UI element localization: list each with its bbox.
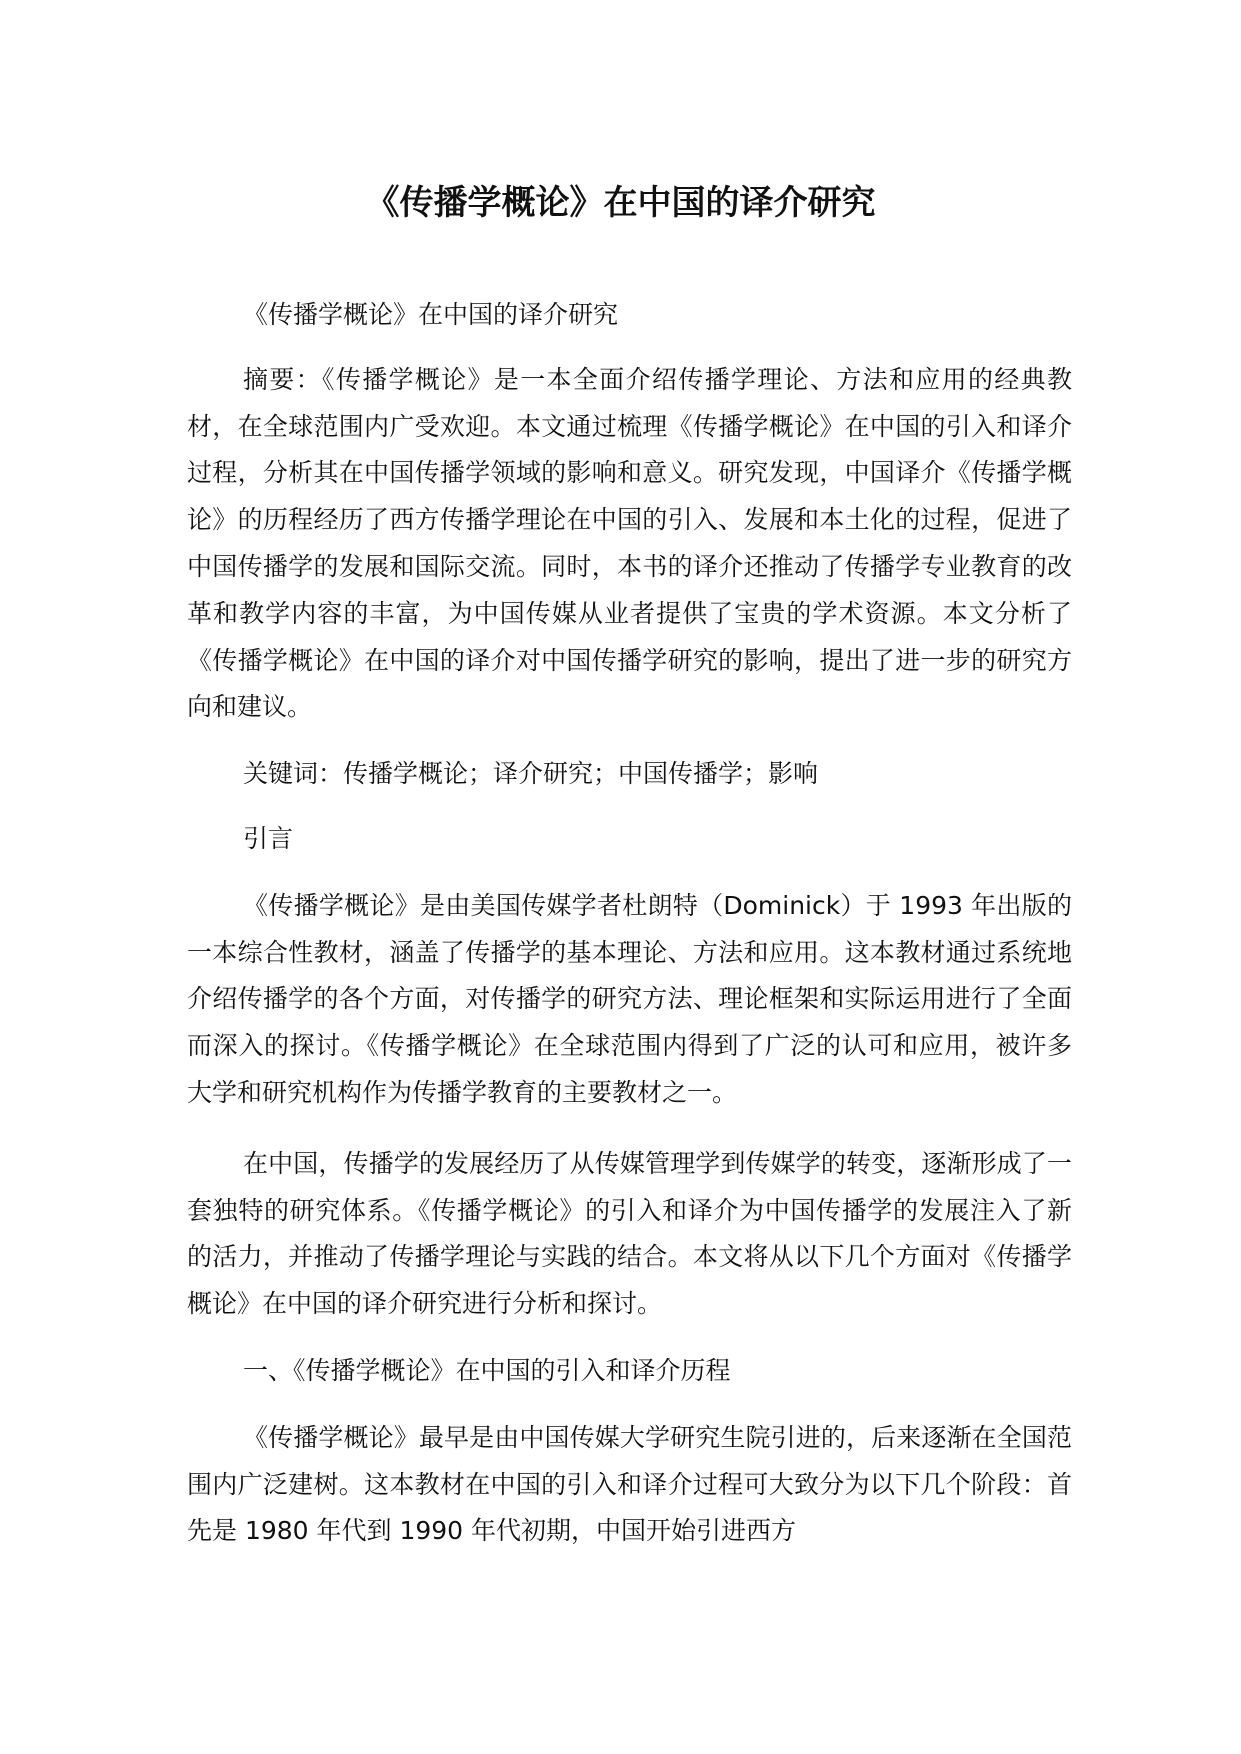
intro-paragraph-1: 《传播学概论》是由美国传媒学者杜朗特（Dominick）于 1993 年出版的一本综合性教材，涵盖了传播学的基本理论、方法和应用。这本教材通过系统地介绍传播学的各个方面，对传播学的研究方法、理论框架和实际运用进行了全面而深入的探讨。《传播学概论》在全球范围内得到了广泛的认可和应用，被许多大学和研究机构作为传播学教育的主要教材之一。 (187, 890, 1072, 1107)
subtitle-paragraph: 《传播学概论》在中国的译介研究 (243, 300, 619, 329)
abstract-paragraph: 摘要：《传播学概论》是一本全面介绍传播学理论、方法和应用的经典教材，在全球范围内广受欢迎。本文通过梳理《传播学概论》在中国的引入和译介过程，分析其在中国传播学领域的影响和意义。研究发现，中国译介《传播学概论》的历程经历了西方传播学理论在中国的引入、发展和本土化的过程，促进了中国传播学的发展和国际交流。同时，本书的译介还推动了传播学专业教育的改革和教学内容的丰富，为中国传媒从业者提供了宝贵的学术资源。本文分析了《传播学概论》在中国的译介对中国传播学研究的影响，提出了进一步的研究方向和建议。 (187, 364, 1072, 722)
intro-paragraph-2: 在中国，传播学的发展经历了从传媒管理学到传媒学的转变，逐渐形成了一套独特的研究体系。《传播学概论》的引入和译介为中国传播学的发展注入了新的活力，并推动了传播学理论与实践的结合。本文将从以下几个方面对《传播学概论》在中国的译介研究进行分析和探讨。 (187, 1148, 1072, 1319)
keywords-paragraph: 关键词：传播学概论；译介研究；中国传播学；影响 (243, 759, 819, 789)
section-1-paragraph-1: 《传播学概论》最早是由中国传媒大学研究生院引进的，后来逐渐在全国范围内广泛建树。这本教材在中国的引入和译介过程可大致分为以下几个阶段：首先是 1980 年代到 1990 年代初期，中国开始引进西方 (187, 1422, 1072, 1546)
document-body (187, 292, 1072, 1555)
intro-heading: 引言 (243, 823, 294, 853)
section-1-heading: 一、《传播学概论》在中国的引入和译介历程 (243, 1355, 731, 1385)
document-title: 《传播学概论》在中国的译介研究 (365, 183, 876, 223)
